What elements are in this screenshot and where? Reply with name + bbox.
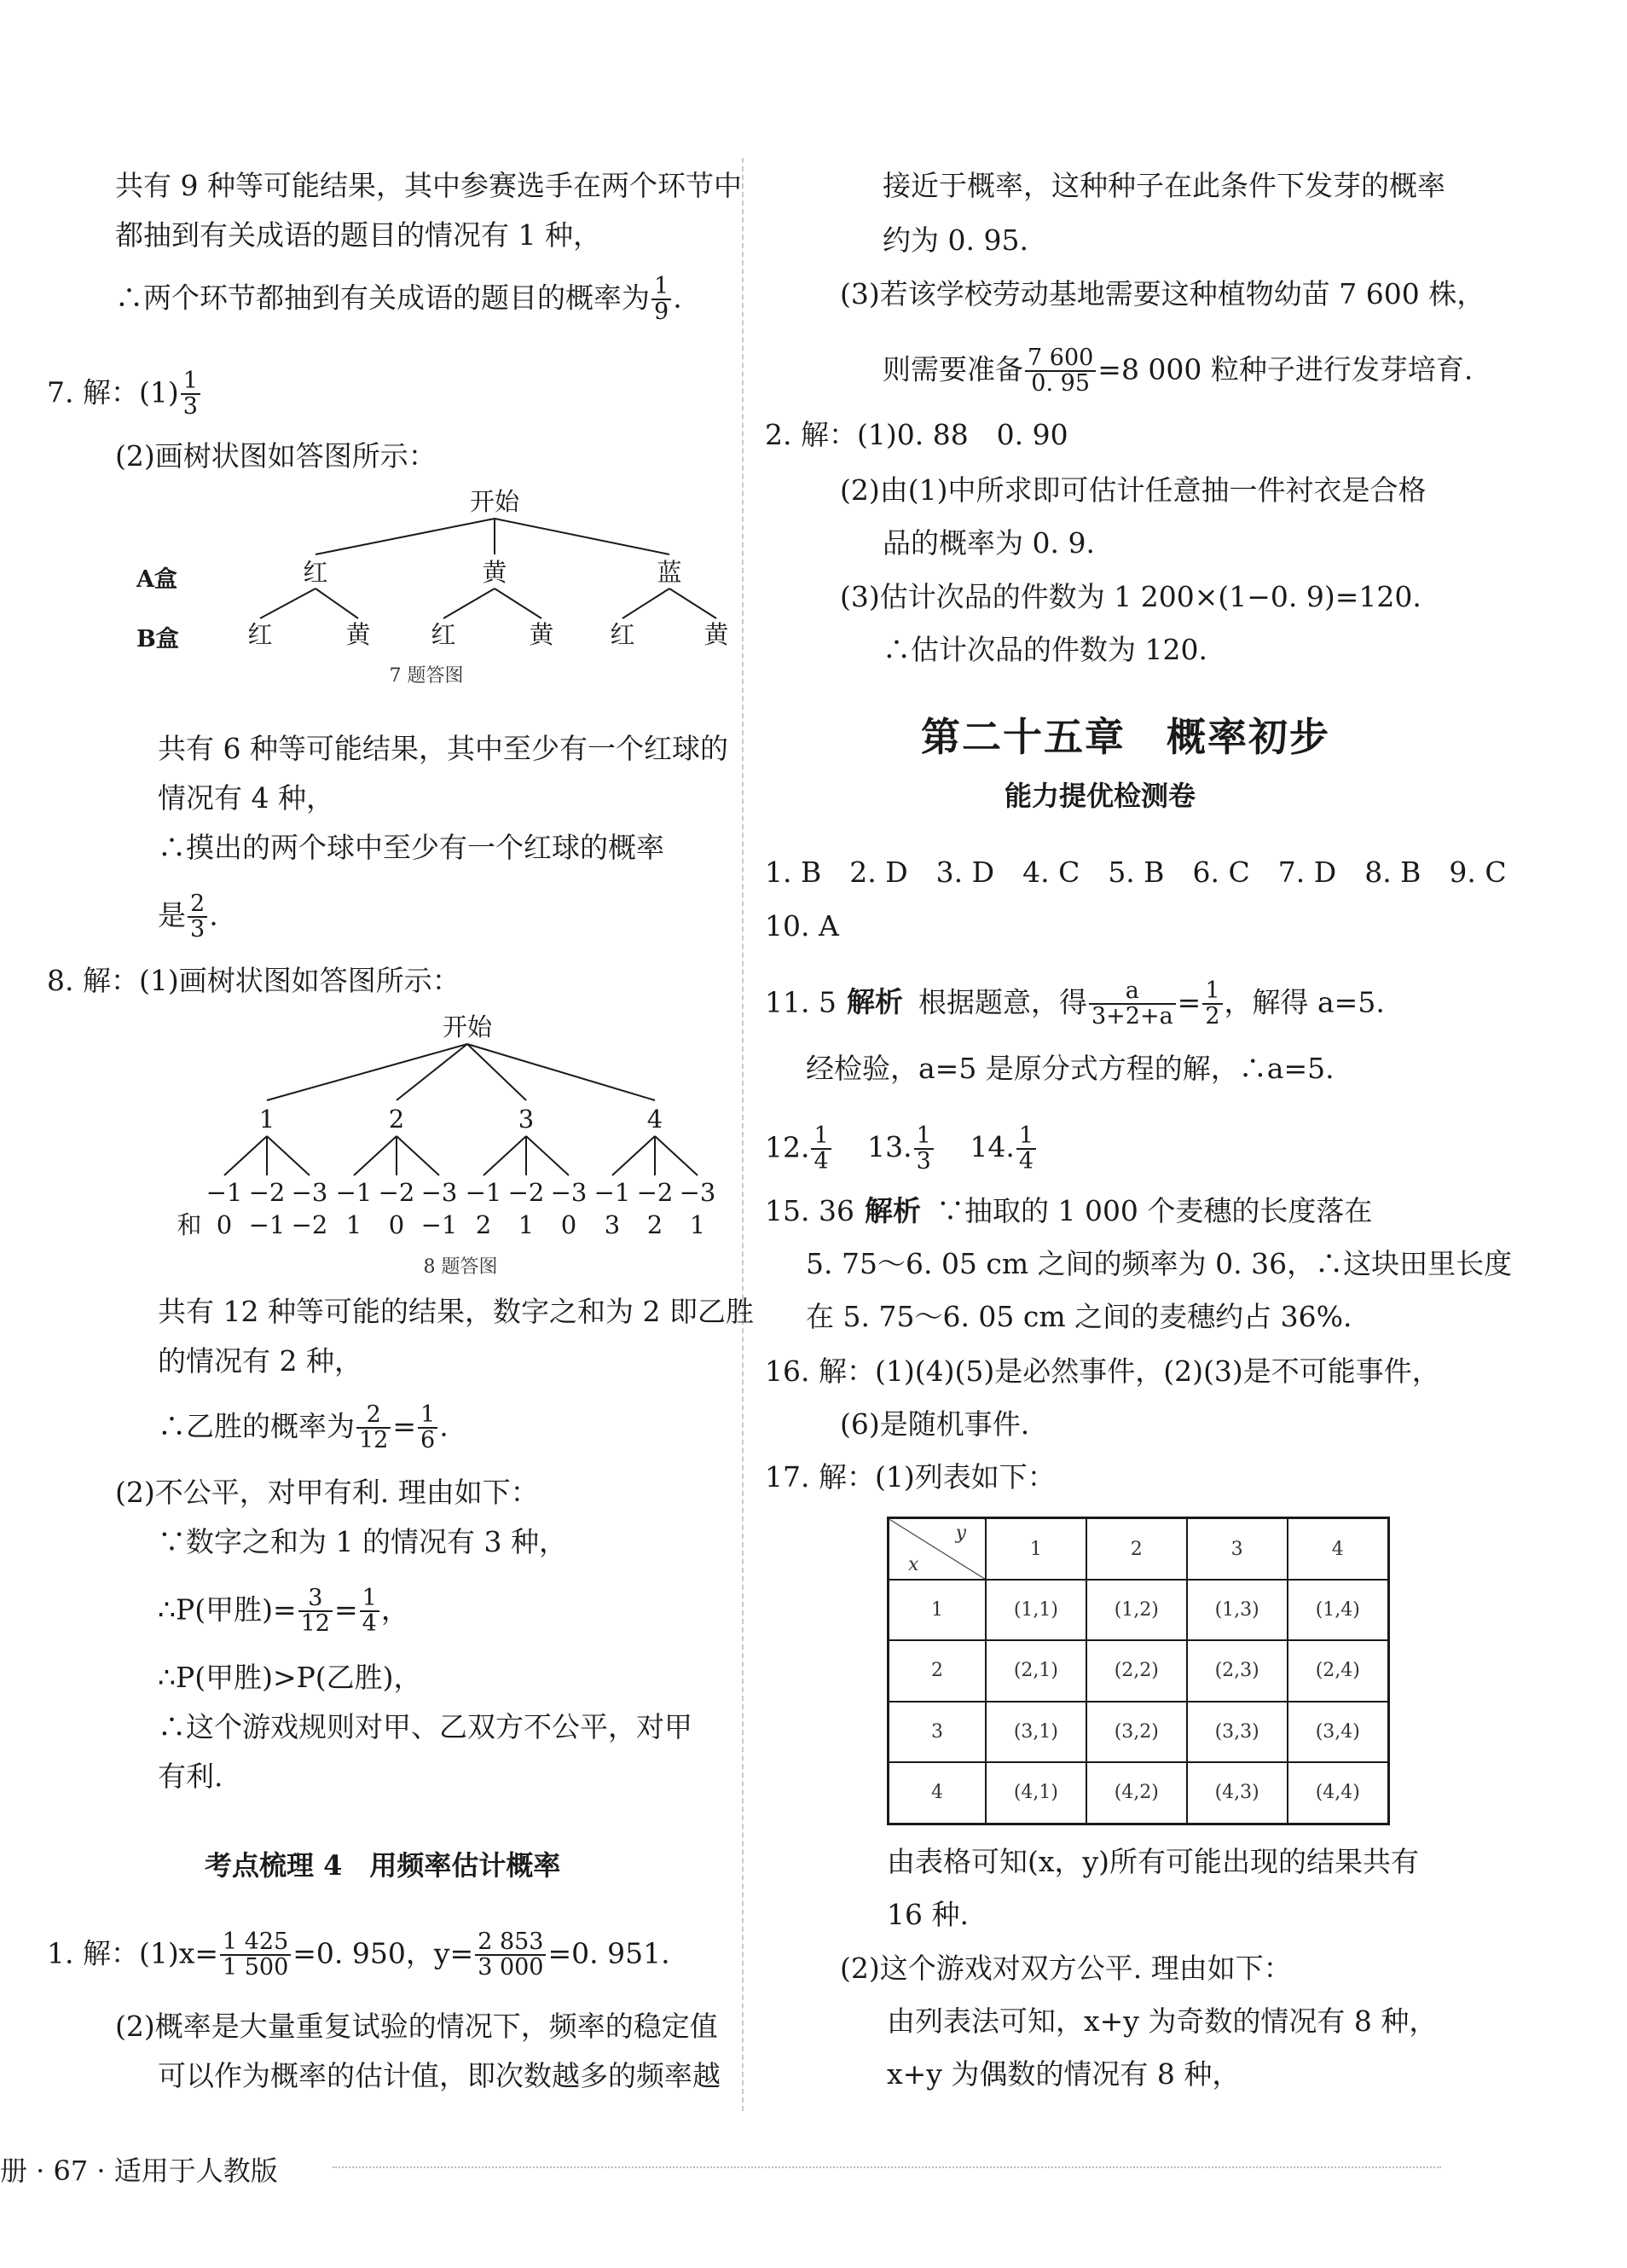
table-cell: (3,3): [1187, 1702, 1288, 1762]
table-row: [889, 1640, 1389, 1701]
text-line: [115, 275, 682, 325]
tree7-caption: 7 题答图: [389, 665, 464, 687]
tree-branch: [267, 1136, 310, 1175]
text-line: 16 种.: [887, 1898, 969, 1931]
text-line: (2)概率是大量重复试验的情况下，频率的稳定值: [115, 2010, 718, 2043]
text-line: 都抽到有关成语的题目的情况有 1 种，: [115, 218, 601, 252]
numerator: 1: [181, 369, 200, 395]
numerator: 2: [356, 1403, 391, 1429]
table-cell: (1,1): [986, 1580, 1086, 1640]
tree8-sum-node: 3: [604, 1210, 621, 1239]
text-line: 共有 9 种等可能结果，其中参赛选手在两个环节中: [115, 169, 742, 202]
text-line: ∴这个游戏规则对甲、乙双方不公平，对甲: [158, 1710, 692, 1743]
mc-answers: 10. A: [765, 909, 839, 943]
tree-branch: [354, 1136, 397, 1175]
text-span: 则需要准备: [883, 352, 1023, 386]
table-cell: (3,2): [1086, 1702, 1187, 1762]
questions-12-14: [765, 1124, 1038, 1175]
table-header-row: [889, 1518, 1389, 1581]
text-span: 12.: [765, 1130, 810, 1164]
tree7-box-b: B盒: [136, 626, 179, 653]
tree8-child-node: −1: [465, 1178, 502, 1207]
tree8-child-node: −3: [291, 1178, 328, 1207]
text-line: 品的概率为 0. 9.: [883, 526, 1095, 560]
text-span: ∴乙胜的概率为: [158, 1409, 355, 1443]
text-span: ∵抽取的 1 000 个麦穗的长度落在: [935, 1194, 1373, 1227]
fraction: [811, 1124, 831, 1175]
tree8-child-node: −2: [378, 1178, 415, 1207]
fraction: [418, 1403, 437, 1453]
text-line: [158, 892, 218, 943]
col-header: 1: [986, 1518, 1086, 1581]
tree-branch: [669, 589, 716, 618]
text-line: ∵数字之和为 1 的情况有 3 种，: [158, 1525, 567, 1558]
tree-branch: [316, 589, 358, 618]
tree8-sum-node: 0: [216, 1210, 233, 1239]
denominator: 3: [182, 393, 198, 421]
tree8-sum-label: 和: [177, 1210, 202, 1239]
numerator: a: [1089, 979, 1176, 1005]
tree7-level2-node: 红: [610, 620, 635, 649]
numerator: 1: [1016, 1124, 1036, 1150]
fraction: [360, 1586, 379, 1637]
tree8-sum-node: −2: [291, 1210, 328, 1239]
text-line: 由表格可知(x，y)所有可能出现的结果共有: [887, 1845, 1420, 1878]
tree8-level1-node: 2: [388, 1105, 405, 1134]
fraction: [475, 1930, 546, 1981]
question-11: [765, 979, 1385, 1030]
text-line: 情况有 4 种，: [158, 781, 334, 815]
tree-branch: [612, 1136, 655, 1175]
column-divider: [742, 158, 744, 2111]
tree8-sum-node: −1: [248, 1210, 286, 1239]
denominator: 6: [420, 1427, 436, 1454]
table-corner: [889, 1518, 987, 1581]
denominator: 3+2+a: [1091, 1003, 1173, 1030]
row-header: 2: [889, 1640, 987, 1701]
tree8-sum-node: 2: [475, 1210, 492, 1239]
corner-y: y: [955, 1523, 966, 1544]
text-line: [883, 346, 1473, 397]
row-header: 4: [889, 1762, 987, 1824]
denominator: 12: [359, 1427, 389, 1454]
text-line: x+y 为偶数的情况有 8 种，: [887, 2057, 1241, 2091]
numerator: 1: [418, 1403, 437, 1429]
section-q1: [47, 1930, 670, 1981]
text-span: 14.: [970, 1130, 1015, 1164]
text-span: ，: [380, 1592, 409, 1627]
outcome-table: [887, 1517, 1390, 1825]
text-span: =0. 950，y=: [292, 1936, 474, 1970]
text-line: 接近于概率，这种种子在此条件下发芽的概率: [883, 169, 1445, 202]
text-span: =: [1177, 985, 1201, 1019]
analysis-label: 解析: [846, 985, 903, 1019]
tree7-level2-node: 红: [431, 620, 456, 649]
tree8-level1-node: 1: [258, 1105, 275, 1134]
text-span: 15. 36: [765, 1194, 854, 1227]
numerator: 2 853: [475, 1930, 546, 1956]
numerator: 1 425: [220, 1930, 291, 1956]
fraction: [181, 369, 200, 420]
tree7-root: 开始: [469, 487, 520, 516]
fraction: [651, 275, 671, 325]
tree-branch: [267, 1044, 467, 1100]
table-cell: (4,3): [1187, 1762, 1288, 1824]
tree7-level2-node: 黄: [529, 620, 554, 649]
tree-branch: [483, 1136, 526, 1175]
denominator: 4: [362, 1610, 377, 1638]
question-16: 16. 解：(1)(4)(5)是必然事件，(2)(3)是不可能事件，: [765, 1354, 1440, 1388]
text-span: .: [673, 281, 682, 315]
denominator: 0. 95: [1031, 370, 1090, 397]
numerator: 1: [651, 275, 671, 300]
tree7-level2-node: 黄: [345, 620, 371, 649]
tree8-level1-node: 4: [646, 1105, 663, 1134]
text-span: 1. 解：(1)x=: [47, 1936, 218, 1970]
tree8-child-node: −1: [593, 1178, 631, 1207]
tree7-level2-node: 黄: [703, 620, 729, 649]
table-cell: (1,3): [1187, 1580, 1288, 1640]
text-span: =: [333, 1592, 358, 1627]
tree8-sum-node: 0: [560, 1210, 577, 1239]
col-header: 2: [1086, 1518, 1187, 1581]
numerator: 1: [811, 1124, 831, 1150]
table-cell: (2,1): [986, 1640, 1086, 1701]
tree-branch: [260, 589, 316, 618]
text-line: (2)不公平，对甲有利. 理由如下：: [115, 1476, 539, 1509]
text-line: ∴摸出的两个球中至少有一个红球的概率: [158, 831, 664, 864]
text-line: 2. 解：(1)0. 88 0. 90: [765, 418, 1068, 451]
test-title: 能力提优检测卷: [1005, 780, 1196, 812]
text-line: ∴P(甲胜)>P(乙胜)，: [158, 1661, 422, 1694]
text-line: 由列表法可知，x+y 为奇数的情况有 8 种，: [887, 2004, 1438, 2038]
tree8-sum-node: 1: [518, 1210, 535, 1239]
text-line: ∴估计次品的件数为 120.: [883, 633, 1207, 666]
text-line: (2)由(1)中所求即可估计任意抽一件衬衣是合格: [840, 473, 1427, 507]
denominator: 4: [1018, 1148, 1034, 1175]
tree-branch: [622, 589, 669, 618]
table-cell: (4,1): [986, 1762, 1086, 1824]
text-line: (3)估计次品的件数为 1 200×(1−0. 9)=120.: [840, 580, 1421, 613]
question-17: 17. 解：(1)列表如下：: [765, 1460, 1056, 1494]
text-line: 共有 12 种等可能的结果，数字之和为 2 即乙胜: [158, 1295, 754, 1328]
fraction: [1025, 346, 1096, 397]
table-cell: (3,1): [986, 1702, 1086, 1762]
tree-branch: [467, 1044, 526, 1100]
table-cell: (2,4): [1288, 1640, 1389, 1701]
tree7-level1-node: 蓝: [657, 558, 682, 587]
question-15: [765, 1194, 1372, 1228]
fraction: [1016, 1124, 1036, 1175]
tree8-sum-node: 0: [388, 1210, 405, 1239]
text-line: 经检验，a=5 是原分式方程的解，∴a=5.: [806, 1052, 1335, 1085]
text-line: 共有 6 种等可能结果，其中至少有一个红球的: [158, 732, 728, 765]
tree7-box-a: A盒: [136, 566, 177, 593]
text-line: 可以作为概率的估计值，即次数越多的频率越: [158, 2059, 721, 2092]
tree7-level1-node: 红: [303, 558, 328, 587]
fraction: [1089, 979, 1176, 1030]
tree-branch: [495, 589, 541, 618]
tree7-level2-node: 红: [247, 620, 273, 649]
text-line: 在 5. 75～6. 05 cm 之间的麦穗约占 36%.: [806, 1300, 1352, 1333]
text-line: 的情况有 2 种，: [158, 1344, 362, 1378]
tree8-caption: 8 题答图: [423, 1256, 498, 1278]
corner-x: x: [908, 1554, 919, 1576]
question-8: 8. 解：(1)画树状图如答图所示：: [47, 964, 460, 997]
fraction: [356, 1403, 391, 1453]
text-span: 根据题意，得: [918, 985, 1087, 1019]
table-cell: (2,3): [1187, 1640, 1288, 1701]
numerator: 1: [1202, 979, 1222, 1005]
denominator: 3 000: [478, 1954, 544, 1981]
denominator: 3: [190, 916, 206, 943]
text-line: (2)这个游戏对双方公平. 理由如下：: [840, 1952, 1292, 1985]
text-line: (2)画树状图如答图所示：: [115, 439, 437, 473]
text-span: 7. 解：(1): [47, 375, 179, 409]
section-heading: 考点梳理 4 用频率估计概率: [205, 1849, 561, 1882]
tree8-level1-node: 3: [518, 1105, 535, 1134]
table-cell: (1,2): [1086, 1580, 1187, 1640]
table-row: [889, 1702, 1389, 1762]
footer-rule: [333, 2166, 1441, 2168]
table-row: [889, 1580, 1389, 1640]
text-line: [158, 1586, 409, 1637]
fraction: [220, 1930, 291, 1981]
tree-branch: [495, 519, 669, 554]
text-line: (6)是随机事件.: [840, 1407, 1030, 1441]
denominator: 9: [654, 299, 669, 326]
tree8-child-node: −2: [636, 1178, 674, 1207]
text-span: .: [209, 898, 218, 932]
table-cell: (4,2): [1086, 1762, 1187, 1824]
mc-answers: 1. B 2. D 3. D 4. C 5. B 6. C 7. D 8. B 9. C: [765, 856, 1507, 889]
chapter-title: 第二十五章 概率初步: [921, 714, 1330, 760]
tree-branch: [443, 589, 495, 618]
tree8-child-node: −1: [335, 1178, 373, 1207]
page-footer: 册 · 67 · 适用于人教版: [0, 2155, 278, 2187]
fraction: [188, 892, 207, 943]
table-cell: (1,4): [1288, 1580, 1389, 1640]
numerator: 7 600: [1025, 346, 1096, 372]
fraction: [914, 1124, 934, 1175]
denominator: 3: [916, 1148, 931, 1175]
table-cell: (4,4): [1288, 1762, 1389, 1824]
text-span: 13.: [867, 1130, 912, 1164]
text-span: =: [392, 1409, 417, 1443]
tree-branch: [224, 1136, 267, 1175]
tree-branch: [397, 1136, 439, 1175]
text-span: 11. 5: [765, 985, 837, 1019]
tree8-sum-node: 1: [689, 1210, 706, 1239]
text-span: =0. 951.: [547, 1936, 670, 1970]
tree8-child-node: −3: [420, 1178, 458, 1207]
fraction: [1202, 979, 1222, 1030]
tree-branch: [467, 1044, 655, 1100]
row-header: 1: [889, 1580, 987, 1640]
table-row: [889, 1762, 1389, 1824]
text-line: (3)若该学校劳动基地需要这种植物幼苗 7 600 株，: [840, 277, 1485, 310]
text-line: 有利.: [158, 1760, 223, 1793]
tree8-sum-node: 1: [345, 1210, 362, 1239]
tree8-root: 开始: [442, 1012, 493, 1041]
numerator: 1: [914, 1124, 934, 1150]
text-span: ，解得 a=5.: [1224, 985, 1385, 1019]
col-header: 4: [1288, 1518, 1389, 1581]
col-header: 3: [1187, 1518, 1288, 1581]
table-cell: (2,2): [1086, 1640, 1187, 1701]
denominator: 12: [300, 1610, 330, 1638]
text-line: 5. 75～6. 05 cm 之间的频率为 0. 36，∴这块田里长度: [806, 1247, 1513, 1280]
tree8-sum-node: −1: [420, 1210, 458, 1239]
tree8-child-node: −1: [206, 1178, 243, 1207]
numerator: 1: [360, 1586, 379, 1612]
tree-branch: [526, 1136, 569, 1175]
text-span: 是: [158, 898, 186, 932]
tree8-sum-node: 2: [646, 1210, 663, 1239]
denominator: 1 500: [222, 1954, 289, 1981]
denominator: 4: [814, 1148, 829, 1175]
text-span: ∴两个环节都抽到有关成语的题目的概率为: [115, 281, 650, 315]
tree8-child-node: −3: [550, 1178, 588, 1207]
table-cell: (3,4): [1288, 1702, 1389, 1762]
numerator: 2: [188, 892, 207, 918]
tree8-child-node: −2: [507, 1178, 545, 1207]
text-span: =8 000 粒种子进行发芽培育.: [1097, 352, 1474, 386]
text-line: [158, 1403, 449, 1453]
numerator: 3: [298, 1586, 333, 1612]
text-span: .: [439, 1409, 449, 1443]
row-header: 3: [889, 1702, 987, 1762]
tree-branch: [655, 1136, 698, 1175]
question-7: [47, 369, 202, 420]
text-span: ∴P(甲胜)=: [158, 1592, 297, 1627]
tree-branch: [316, 519, 495, 554]
text-line: 约为 0. 95.: [883, 223, 1028, 257]
denominator: 2: [1205, 1003, 1220, 1030]
fraction: [298, 1586, 333, 1637]
analysis-label: 解析: [864, 1194, 921, 1227]
tree8-child-node: −2: [248, 1178, 286, 1207]
tree8-child-node: −3: [679, 1178, 716, 1207]
tree-branch: [397, 1044, 467, 1100]
tree7-level1-node: 黄: [482, 558, 507, 587]
